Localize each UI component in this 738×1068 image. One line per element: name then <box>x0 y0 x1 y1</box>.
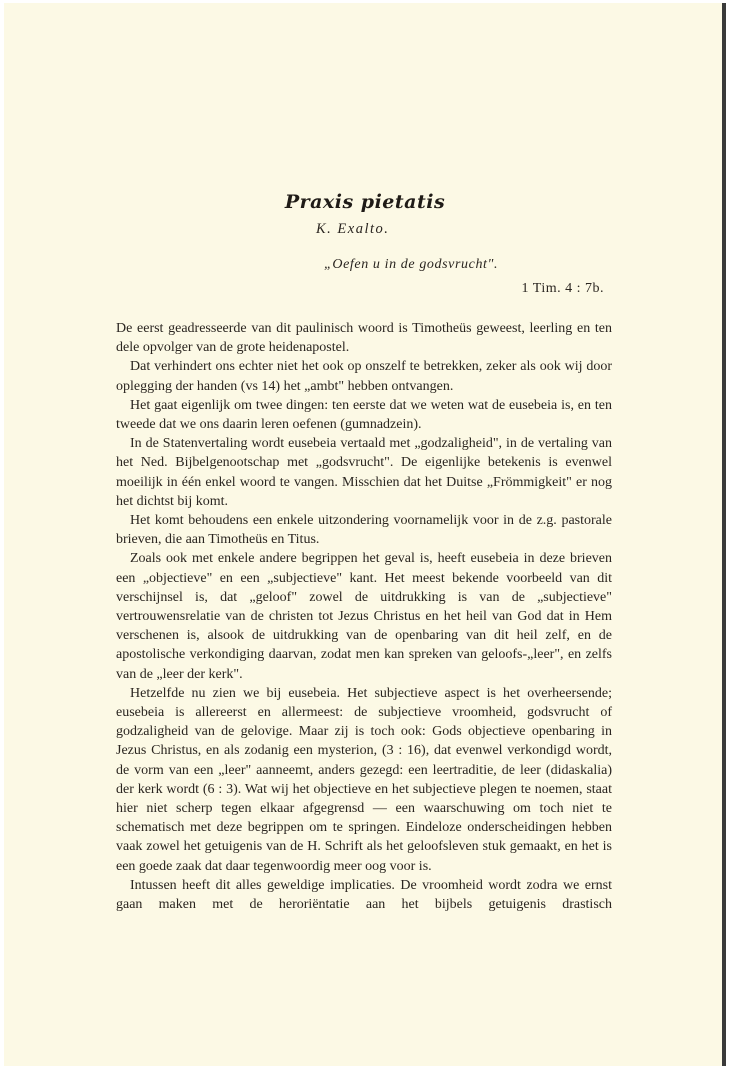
motto-quote: „Oefen u in de godsvrucht". <box>324 257 499 272</box>
paragraph: Zoals ook met enkele andere begrippen het geval is, heeft eusebeia in deze brieven een „objectieve" en een „subjectieve" kant. Het meest bekende voorbeeld van dit verschijnsel is, dat „geloof" zowel de uitdrukking is van de „subjectieve" vertrouwensrelatie van de christen tot Jezus Christus en het heil van God dat in Hem verschenen is, alsook de uitdrukking van de openbaring van dit heil zelf, en de apostolische verkondiging daarvan, zodat men kan spreken van geloofs-„leer", en zelfs van de „leer der kerk". <box>116 551 612 682</box>
article-title: Praxis pietatis <box>284 191 446 213</box>
author-line: K. Exalto. <box>316 221 390 237</box>
paragraph: In de Statenvertaling wordt eusebeia vertaald met „godzaligheid", in de vertaling van het Ned. Bijbelgenootschap met „godsvrucht". De eigenlijke betekenis is evenwel moeilijk in één enkel woord te vangen. Misschien dat het Duitse „Frömmigkeit" er nog het dichtst bij komt. <box>116 436 612 509</box>
paragraph: Dat verhindert ons echter niet het ook op onszelf te betrekken, zeker als ook wij door oplegging der handen (vs 14) het „ambt" hebben ontvangen. <box>116 359 612 394</box>
paragraph: Het komt behoudens een enkele uitzondering voornamelijk voor in de z.g. pastorale brieven, die aan Timotheüs en Titus. <box>116 513 612 548</box>
article-body <box>116 319 612 914</box>
motto-reference: 1 Tim. 4 : 7b. <box>521 281 604 296</box>
paragraph: Hetzelfde nu zien we bij eusebeia. Het subjectieve aspect is het overheersende; eusebeia is allereerst en allermeest: de subjectieve vroomheid, godsvrucht of godzaligheid van de gelovige. Maar zij is toch ook: Gods objectieve openbaring in Jezus Christus, en als zodanig een mysterion, (3 : 16), dat evenwel verkondigd wordt, de vorm van een „leer" aanneemt, anders gezegd: een leertraditie, de leer (didaskalia) der kerk wordt (6 : 3). Wat wij het objectieve en het subjectieve plegen te noemen, staat hier niet scherp tegen elkaar afgegrensd — een waarschuwing om toch niet te schematisch met deze begrippen om te springen. Eindeloze onderscheidingen hebben vaak zowel het getuigenis van de H. Schrift als het geloofsleven stuk gemaakt, en het is een goede zaak dat daar tegenwoordig meer oog voor is. <box>116 685 612 874</box>
paragraph: De eerst geadresseerde van dit paulinisch woord is Timotheüs geweest, leerling en ten dele opvolger van de grote heidenapostel. <box>116 321 612 356</box>
document-page <box>4 3 726 1066</box>
paragraph: Intussen heeft dit alles geweldige implicaties. De vroomheid wordt zodra we ernst gaan maken met de heroriëntatie aan het bijbels getuigenis drastisch <box>116 877 612 913</box>
paragraph: Het gaat eigenlijk om twee dingen: ten eerste dat we weten wat de eusebeia is, en ten tweede dat we ons daarin leren oefenen (gumnadzein). <box>116 397 612 433</box>
